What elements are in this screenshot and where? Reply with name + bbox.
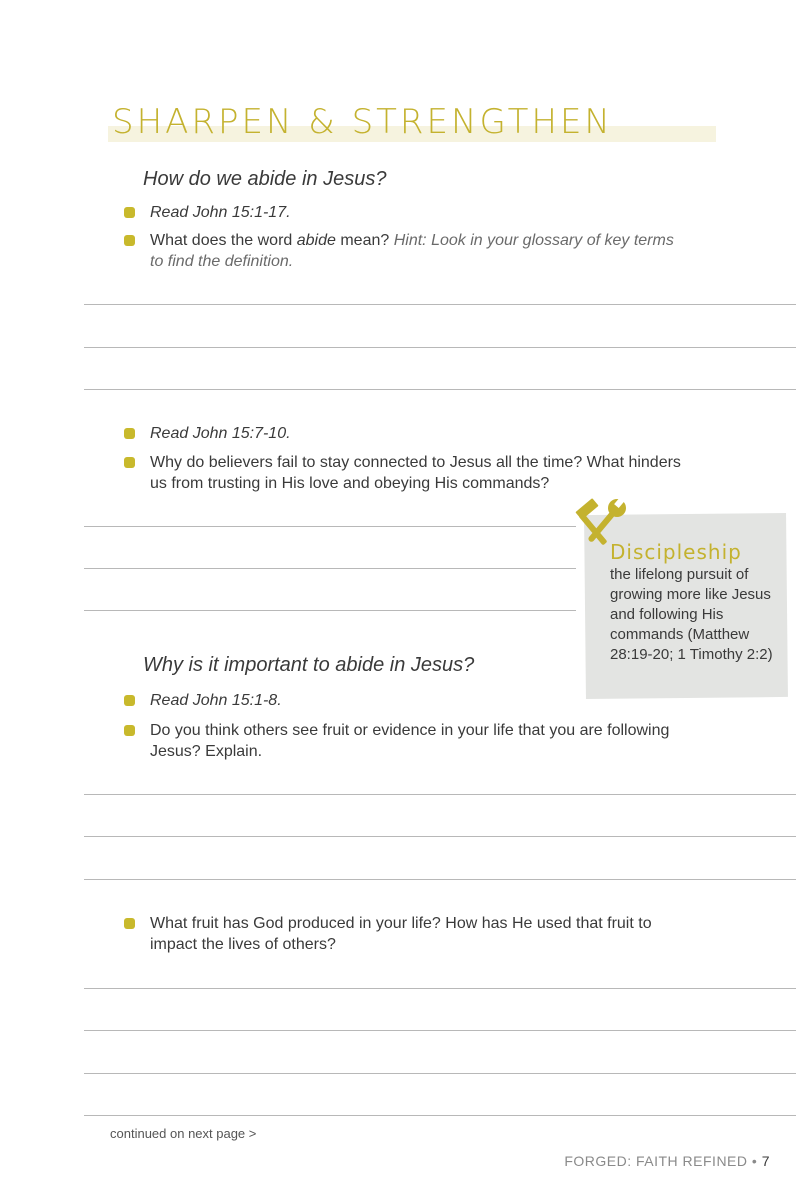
bullet-icon <box>124 695 135 706</box>
list-item <box>124 202 684 223</box>
section1-question: How do we abide in Jesus? <box>143 168 387 190</box>
answer-line[interactable] <box>84 879 796 880</box>
bullet-text-part: mean? <box>335 232 394 249</box>
bullet-text: Read John 15:7-10. <box>150 425 291 442</box>
bullet-text: Why do believers fail to stay connected to Jesus all the time? What hinders us from trusting in His love and obeying His commands? <box>150 454 681 492</box>
answer-line[interactable] <box>84 610 576 611</box>
answer-line[interactable] <box>84 1115 796 1116</box>
bullet-text-part: What does the word <box>150 232 297 249</box>
bullet-icon <box>124 918 135 929</box>
answer-line[interactable] <box>84 1030 796 1031</box>
bullet-icon <box>124 207 135 218</box>
answer-line[interactable] <box>84 794 796 795</box>
bullet-text <box>150 230 684 272</box>
list-item <box>124 690 684 711</box>
abide-emphasis: abide <box>296 232 336 249</box>
section2-question: Why is it important to abide in Jesus? <box>143 654 475 676</box>
answer-line[interactable] <box>84 526 576 527</box>
book-title: FORGED: FAITH REFINED <box>564 1153 748 1169</box>
page-title: SHARPEN & STRENGTHEN <box>112 102 613 142</box>
answer-line[interactable] <box>84 568 576 569</box>
definition-text: the lifelong pursuit of growing more like Jesus and following His commands (Matthew 28:19-20; 1 Timothy 2:2) <box>610 566 773 663</box>
hint-text: Hint: Look in your glossary of key terms to find the definition. <box>150 232 674 270</box>
bullet-icon <box>124 725 135 736</box>
definition-term: Discipleship <box>610 540 742 564</box>
footer-separator: • <box>751 1153 758 1169</box>
bullet-text: Read John 15:1-8. <box>150 692 282 709</box>
answer-line[interactable] <box>84 1073 796 1074</box>
bullet-text: Do you think others see fruit or evidence in your life that you are following Jesus? Explain. <box>150 722 670 760</box>
bullet-text: What fruit has God produced in your life? How has He used that fruit to impact the lives of others? <box>150 915 652 953</box>
page-number: 7 <box>761 1153 770 1169</box>
answer-line[interactable] <box>84 347 796 348</box>
list-item <box>124 423 684 444</box>
bullet-icon <box>124 428 135 439</box>
answer-line[interactable] <box>84 304 796 305</box>
answer-line[interactable] <box>84 836 796 837</box>
bullet-text: Read John 15:1-17. <box>150 204 291 221</box>
bullet-icon <box>124 235 135 246</box>
list-item <box>124 230 684 272</box>
answer-line[interactable] <box>84 988 796 989</box>
continued-note: continued on next page > <box>110 1126 257 1141</box>
page-footer <box>560 1153 770 1169</box>
bullet-icon <box>124 457 135 468</box>
list-item <box>124 452 684 494</box>
answer-line[interactable] <box>84 389 796 390</box>
list-item <box>124 720 684 762</box>
list-item <box>124 913 684 955</box>
